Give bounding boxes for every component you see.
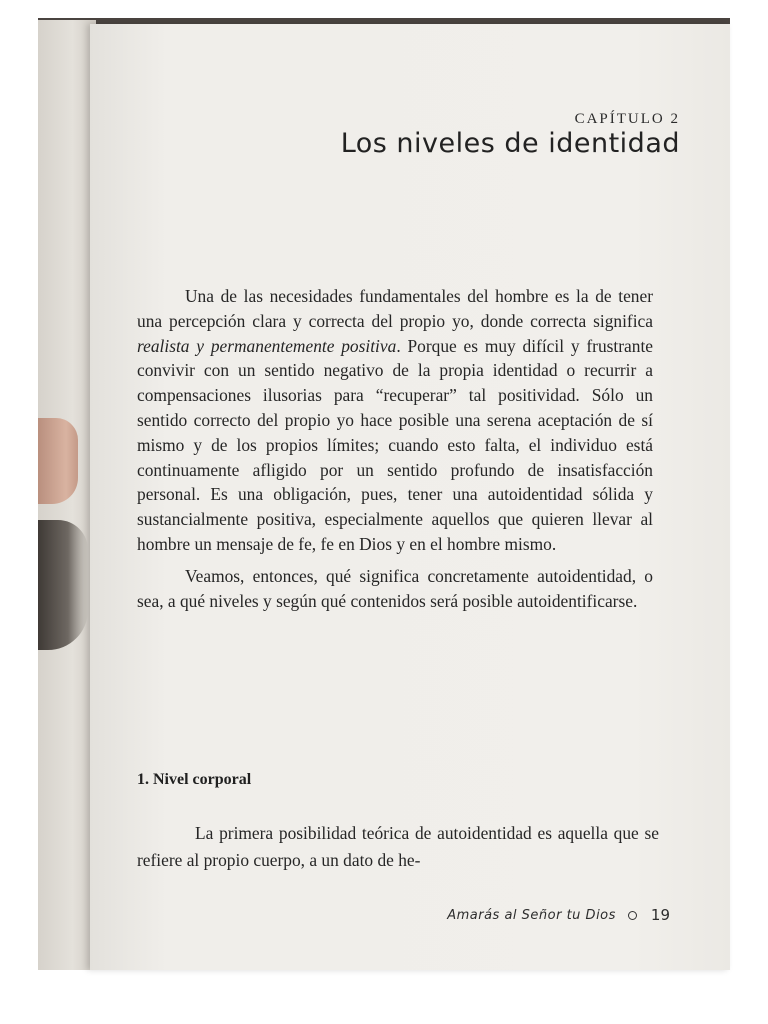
body-text [137, 284, 653, 613]
paragraph-1-end: . Porque es muy difícil y frustrante convivir con un sentido negativo de la propia identidad o recurrir a compensaciones ilusorias para “recuperar” tal positividad. Sólo un sentido correcto del propio yo hace posible una serena aceptación de sí mismo y de los propios límites; cuando esto falta, el individuo está continuamente afligido por un sentido profundo de insatisfacción personal. Es una obligación, pues, tener una autoidentidad sólida y sustancialmente positiva, especialmente aquellos que quieren llevar al hombre un mensaje de fe, fe en Dios y en el hombre mismo. [137, 335, 653, 554]
section-body [137, 820, 659, 874]
paragraph-2: Veamos, entonces, qué significa concretamente autoidentidad, o sea, a qué niveles y según qué contenidos será posible autoidentificarse. [137, 565, 653, 611]
page-footer [447, 906, 670, 924]
thumb [38, 418, 78, 504]
circle-icon [628, 911, 637, 920]
page-number: 19 [650, 906, 670, 924]
paragraph-1 [137, 284, 653, 557]
thumb-shadow [38, 520, 88, 650]
section-heading: 1. Nivel corporal [137, 771, 252, 788]
paragraph-1-start: Una de las necesidades fundamentales del hombre es la de tener una percepción clara y correcta del propio yo, donde correcta significa [137, 286, 653, 331]
paragraph-3: La primera posibilidad teórica de autoidentidad es aquella que se refiere al propio cuerpo, a un dato de he- [137, 823, 659, 870]
paragraph-1-emphasis: realista y permanentemente positiva [137, 335, 397, 356]
chapter-title: Los niveles de identidad [340, 128, 680, 159]
running-footer-title: Amarás al Señor tu Dios [447, 907, 616, 923]
chapter-label: CAPÍTULO 2 [574, 111, 680, 127]
